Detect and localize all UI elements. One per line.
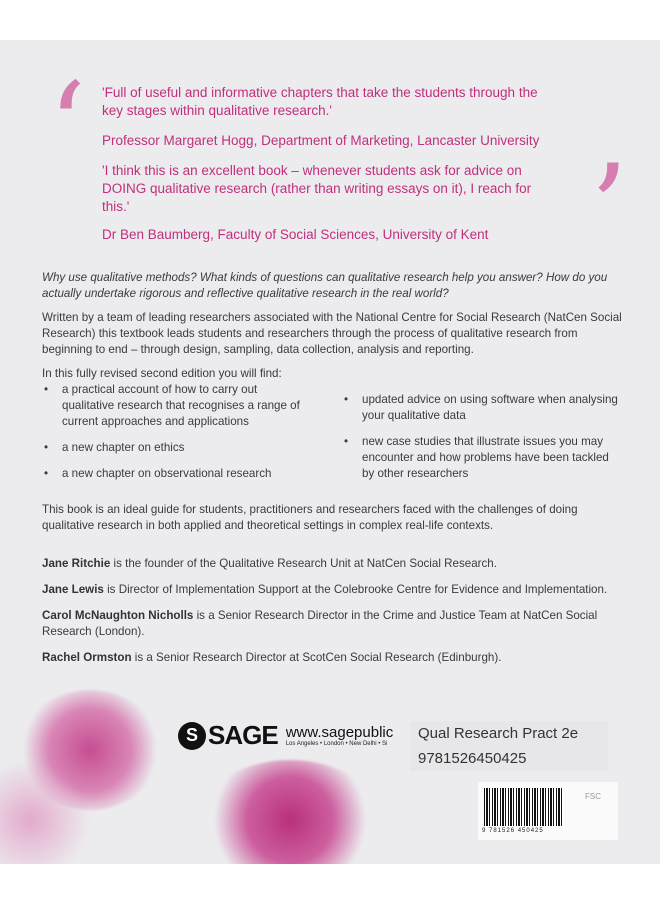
- author-name: Jane Lewis: [42, 583, 104, 596]
- quote-1-attribution: Professor Margaret Hogg, Department of Marketing, Lancaster University: [102, 133, 540, 148]
- publisher-cities: Los Angeles • London • New Delhi • Si: [285, 741, 388, 747]
- list-item: • new case studies that illustrate issues you may encounter and how problems have been tackled by other researchers: [342, 434, 622, 482]
- author-bio: [42, 556, 622, 572]
- open-quote-icon: ‘: [48, 58, 87, 197]
- publisher-url: www.sagepublic: [285, 724, 394, 741]
- publisher-logo: [178, 720, 422, 751]
- book-back-cover: [0, 40, 660, 864]
- edition-intro: In this fully revised second edition you will find:: [42, 367, 282, 380]
- list-item: • a new chapter on observational research: [42, 466, 302, 482]
- author-bio-text: is a Senior Research Director in the Crime and Justice Team at NatCen Social Research (London).: [42, 609, 598, 638]
- list-item: • a new chapter on ethics: [42, 440, 302, 456]
- list-item: • a practical account of how to carry out qualitative research that recognises a range of current approaches and applications: [42, 382, 302, 430]
- description: Written by a team of leading researchers associated with the National Centre for Social Research (NatCen Social Research) this textbook leads students and researchers through the process of qualitative research from beginning to end – through design, sampling, data collection, analysis and reporting.: [42, 311, 622, 356]
- author-bio-text: is a Senior Research Director at ScotCen Social Research (Edinburgh).: [131, 651, 502, 664]
- quote-1-text: 'Full of useful and informative chapters that take the students through the key stages within qualitative research.': [102, 85, 538, 118]
- sticker-title: Qual Research Pract 2e: [418, 725, 579, 742]
- quote-2-text: 'I think this is an excellent book – whenever students ask for advice on DOING qualitative research (rather than writing essays on it), I reach for this.': [102, 163, 532, 214]
- sage-logo-icon: S: [178, 722, 206, 750]
- bullet-list-left: [42, 382, 302, 492]
- author-bio: [42, 582, 622, 598]
- list-item: • updated advice on using software when analysing your qualitative data: [342, 392, 622, 424]
- quote-2-attribution: Dr Ben Baumberg, Faculty of Social Sciences, University of Kent: [102, 227, 489, 242]
- barcode-icon: [484, 788, 564, 826]
- author-bio: [42, 608, 622, 640]
- bullet-list-right: [342, 392, 622, 492]
- author-name: Rachel Ormston: [42, 651, 132, 664]
- author-bio: [42, 650, 622, 666]
- close-quote-icon: ’: [590, 140, 629, 279]
- fsc-logo-icon: FSC: [585, 792, 601, 801]
- barcode-digits: 9 781526 450425: [482, 828, 544, 834]
- author-bio-text: is the founder of the Qualitative Research Unit at NatCen Social Research.: [110, 557, 497, 570]
- barcode: [478, 782, 618, 840]
- sticker-isbn: 9781526450425: [418, 750, 527, 767]
- price-sticker: [410, 721, 608, 771]
- intro-question: Why use qualitative methods? What kinds of questions can qualitative research help you answer? How do you actually undertake rigorous and reflective qualitative research in the real world?: [42, 271, 608, 300]
- author-bio-text: is Director of Implementation Support at the Colebrooke Centre for Evidence and Implementation.: [103, 583, 608, 596]
- publisher-url-block: [286, 724, 422, 747]
- author-name: Carol McNaughton Nicholls: [42, 609, 194, 622]
- audience-text: This book is an ideal guide for students, practitioners and researchers faced with the challenges of doing qualitative research in both applied and theoretical settings in complex real-life contexts.: [42, 503, 578, 532]
- publisher-name: SAGE: [208, 720, 278, 750]
- author-name: Jane Ritchie: [42, 557, 111, 570]
- watercolor-splash: [200, 760, 380, 864]
